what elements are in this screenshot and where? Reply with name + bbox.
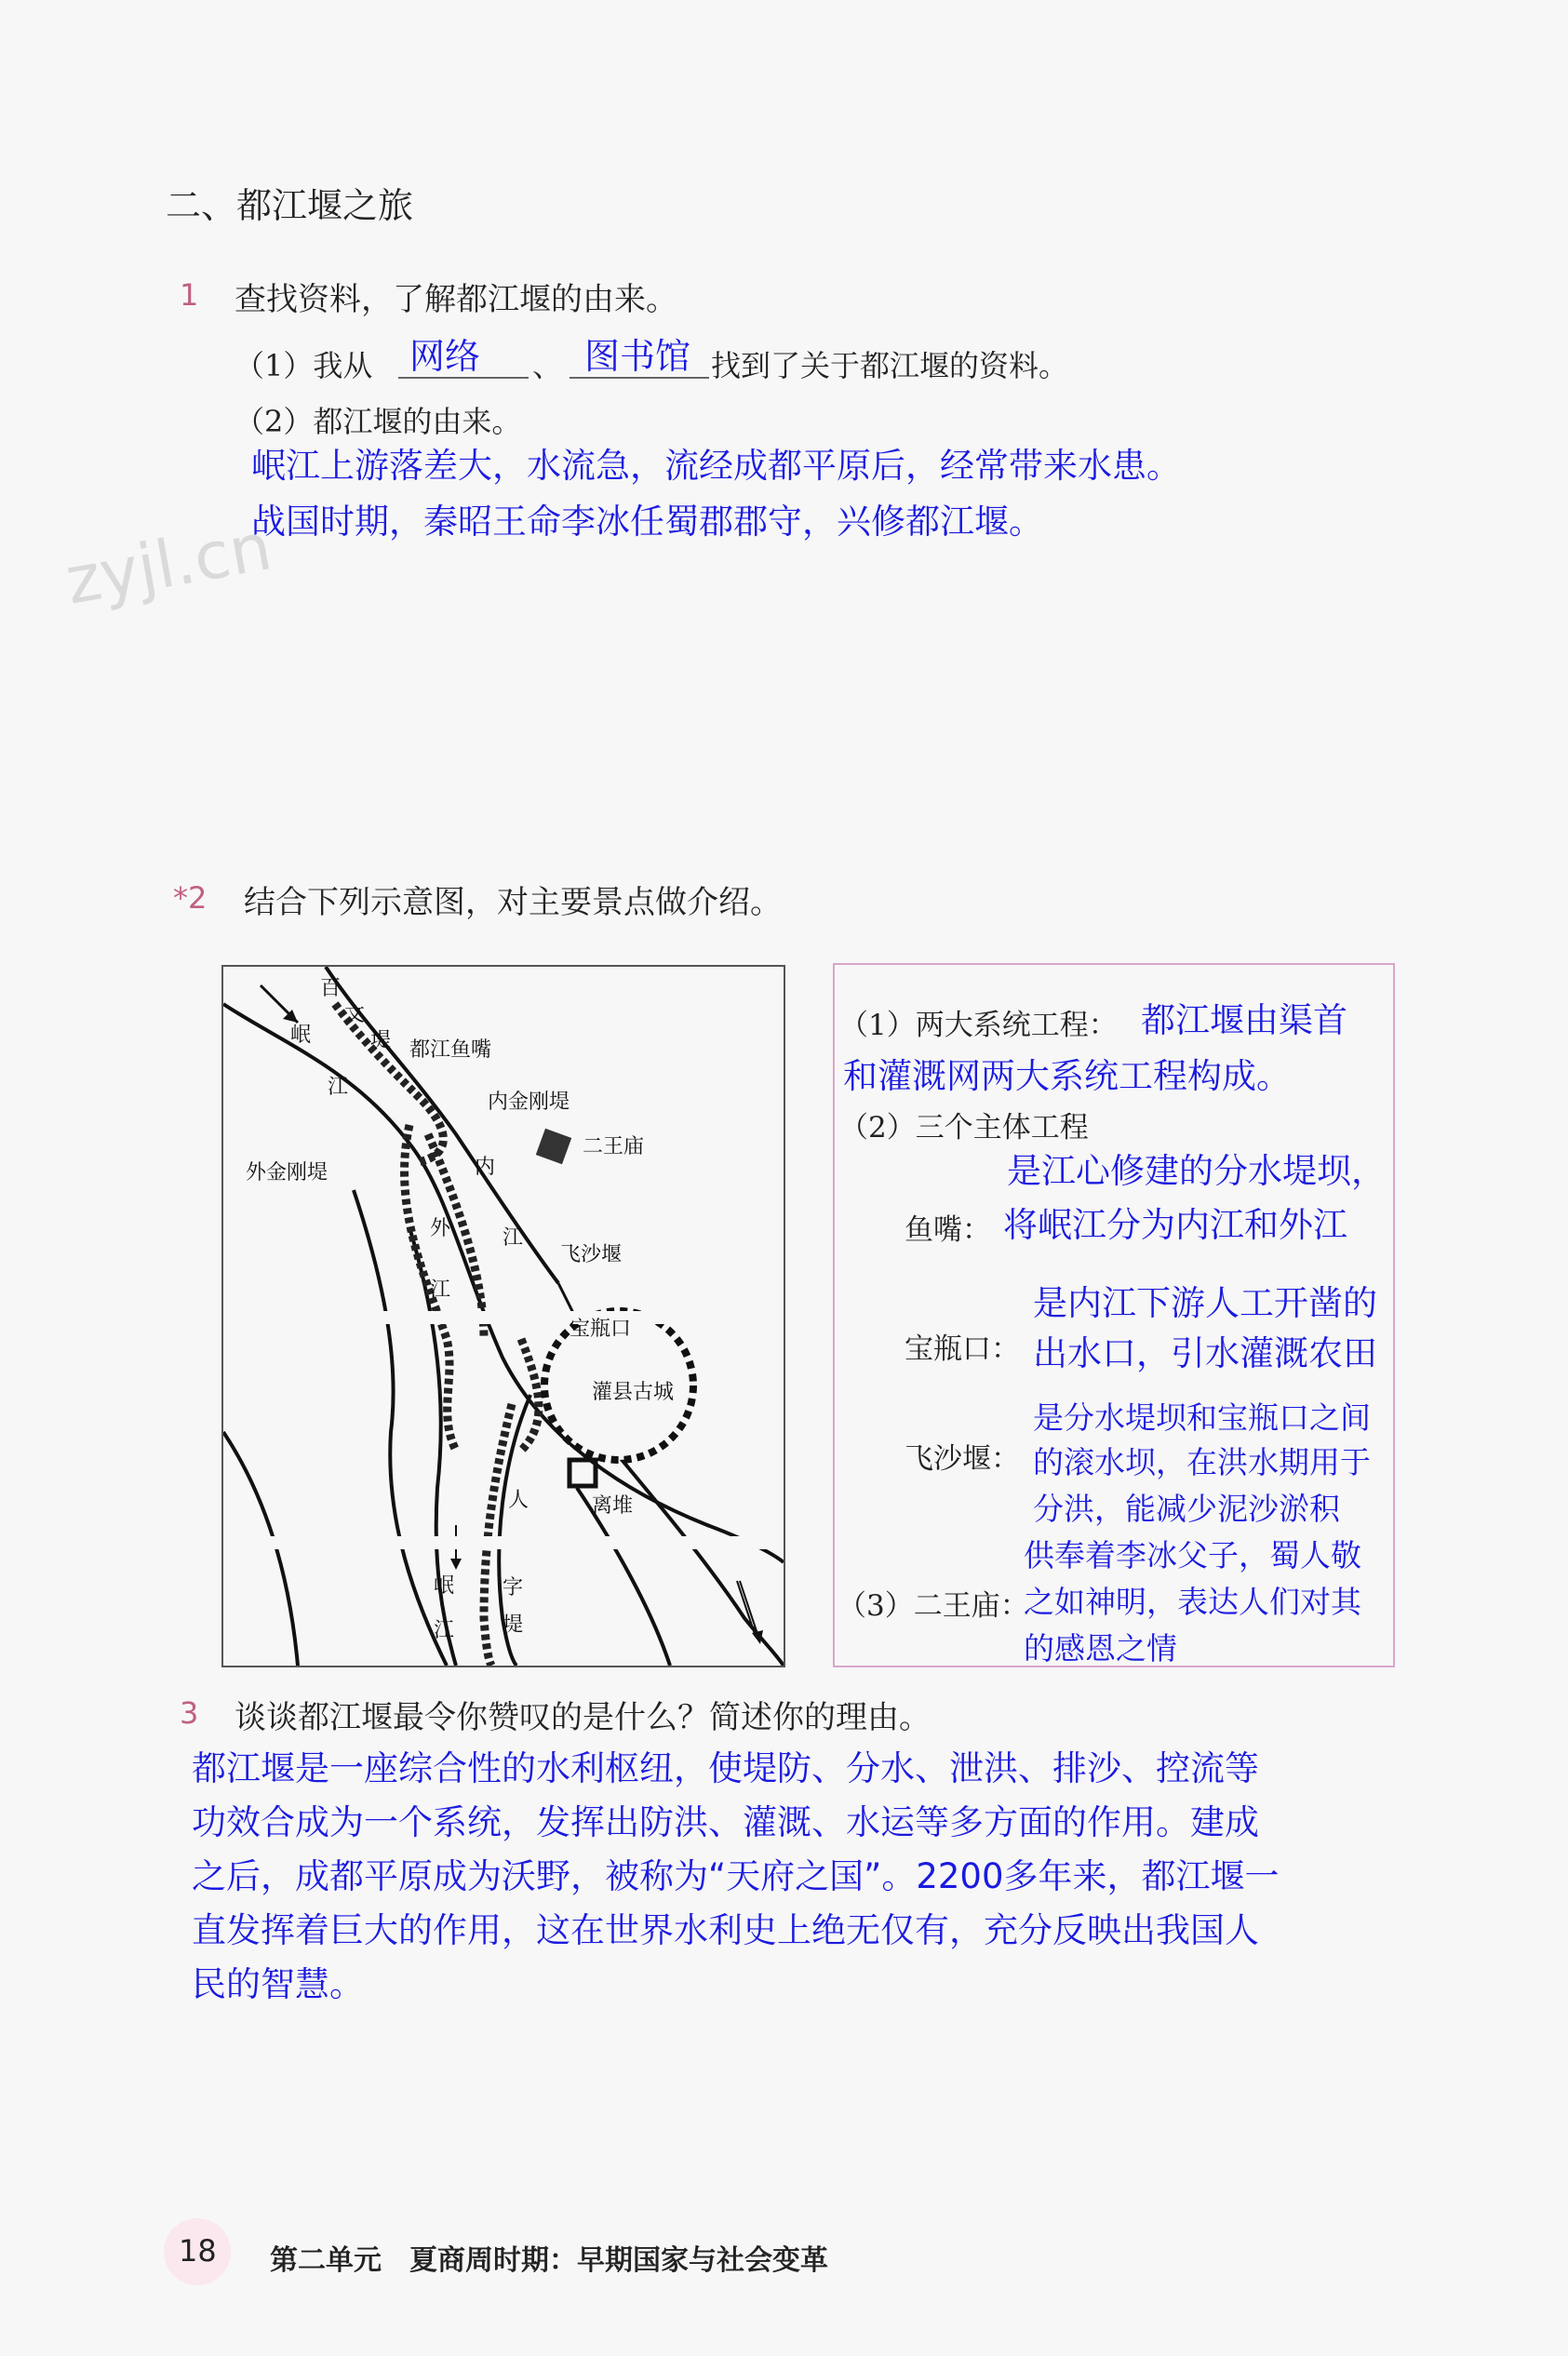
sub-1-separator: 、 — [532, 348, 563, 383]
footer-unit-title: 第二单元 夏商周时期：早期国家与社会变革 — [270, 2244, 828, 2277]
map-label-feishayan: 飞沙堰 — [560, 1243, 623, 1266]
sub-1-suffix: 找到了关于都江堰的资料。 — [711, 348, 1069, 383]
feisha-answer-a: 是分水堤坝和宝瓶口之间 — [1033, 1399, 1371, 1436]
map-label-di: 堤 — [503, 1613, 524, 1637]
sub-2-label: （2）都江堰的由来。 — [235, 404, 522, 439]
erwang-answer-b: 之如神明，表达人们对其 — [1024, 1584, 1361, 1620]
baoping-answer-b: 出水口，引水灌溉农田 — [1033, 1333, 1377, 1373]
box-item-1-answer-a: 都江堰由渠首 — [1141, 1000, 1347, 1040]
question-1-number: 1 — [180, 277, 199, 313]
section-title: 二、都江堰之旅 — [166, 185, 414, 226]
question-2-number: *2 — [173, 880, 208, 916]
origin-answer-line-2: 战国时期，秦昭王命李冰任蜀郡郡守，兴修都江堰。 — [251, 502, 1043, 542]
q3-answer-line-5: 民的智慧。 — [192, 1964, 364, 2004]
map-label-lidui: 离堆 — [592, 1494, 634, 1518]
question-1-prompt: 查找资料，了解都江堰的由来。 — [235, 281, 677, 318]
question-2-prompt: 结合下列示意图，对主要景点做介绍。 — [244, 884, 782, 921]
map-label-nei: 内 — [475, 1156, 496, 1179]
map-label-baopingkou: 宝瓶口 — [570, 1318, 632, 1341]
map-label-guanxian: 灌县古城 — [592, 1381, 675, 1404]
map-label-waijingang: 外金刚堤 — [246, 1161, 328, 1185]
map-label-jiang-outer: 江 — [430, 1278, 451, 1302]
erwang-answer-a: 供奉着李冰父子，蜀人敬 — [1024, 1537, 1361, 1573]
map-label-zi: 字 — [503, 1576, 524, 1600]
map-label-baizhang-1: 百 — [320, 977, 342, 1000]
map-label-minjiang-top-2: 江 — [328, 1076, 349, 1099]
q3-answer-line-2: 功效合成为一个系统，发挥出防洪、灌溉、水运等多方面的作用。建成 — [192, 1802, 1259, 1842]
yuzui-label: 鱼嘴： — [905, 1213, 991, 1247]
box-item-1-answer-b: 和灌溉网两大系统工程构成。 — [843, 1056, 1291, 1096]
baoping-answer-a: 是内江下游人工开凿的 — [1033, 1283, 1377, 1323]
box-item-1-label: （1）两大系统工程： — [839, 1009, 1118, 1042]
map-drawing — [223, 967, 784, 1666]
feisha-answer-b: 的滚水坝，在洪水期用于 — [1033, 1444, 1371, 1480]
q3-answer-line-3: 之后，成都平原成为沃野，被称为“天府之国”。2200多年来，都江堰一 — [192, 1856, 1280, 1896]
map-label-baizhang-3: 堤 — [370, 1029, 392, 1052]
answer-source-b: 图书馆 — [584, 336, 691, 377]
map-label-neijingang: 内金刚堤 — [488, 1091, 570, 1114]
question-3-number: 3 — [180, 1695, 199, 1731]
yuzui-answer-b: 将岷江分为内江和外江 — [1003, 1205, 1347, 1245]
map-label-wai: 外 — [430, 1217, 451, 1240]
answer-source-a: 网络 — [409, 336, 481, 377]
map-label-minjiang-bottom-2: 江 — [434, 1619, 455, 1642]
question-3-prompt: 谈谈都江堰最令你赞叹的是什么？简述你的理由。 — [235, 1699, 931, 1736]
erwang-answer-c: 的感恩之情 — [1024, 1630, 1177, 1667]
baoping-label: 宝瓶口： — [905, 1332, 1020, 1366]
page-number: 18 — [179, 2233, 217, 2269]
watermark: zyjl.cn — [60, 508, 277, 620]
map-label-yuzui: 都江鱼嘴 — [409, 1038, 492, 1062]
sub-1-prefix: （1）我从 — [235, 348, 373, 383]
feisha-label: 飞沙堰： — [905, 1442, 1020, 1476]
map-label-baizhang-2: 文 — [344, 1003, 366, 1026]
yuzui-answer-a: 是江心修建的分水堤坝， — [1007, 1151, 1386, 1191]
dujiangyan-map — [221, 965, 785, 1667]
map-label-minjiang-bottom-1: 岷 — [434, 1574, 455, 1598]
feisha-answer-c: 分洪，能减少泥沙淤积 — [1033, 1491, 1340, 1527]
origin-answer-line-1: 岷江上游落差大，水流急，流经成都平原后，经常带来水患。 — [251, 446, 1181, 486]
erwang-label: （3）二王庙： — [838, 1589, 1029, 1623]
map-label-minjiang-top-1: 岷 — [290, 1024, 312, 1047]
map-label-erwangmiao: 二王庙 — [583, 1135, 645, 1158]
box-item-2-label: （2）三个主体工程 — [839, 1111, 1089, 1145]
q3-answer-line-1: 都江堰是一座综合性的水利枢纽，使堤防、分水、泄洪、排沙、控流等 — [192, 1748, 1259, 1788]
q3-answer-line-4: 直发挥着巨大的作用，这在世界水利史上绝无仅有，充分反映出我国人 — [192, 1910, 1259, 1950]
map-label-ren: 人 — [508, 1489, 529, 1512]
map-label-jiang-inner: 江 — [503, 1226, 524, 1250]
